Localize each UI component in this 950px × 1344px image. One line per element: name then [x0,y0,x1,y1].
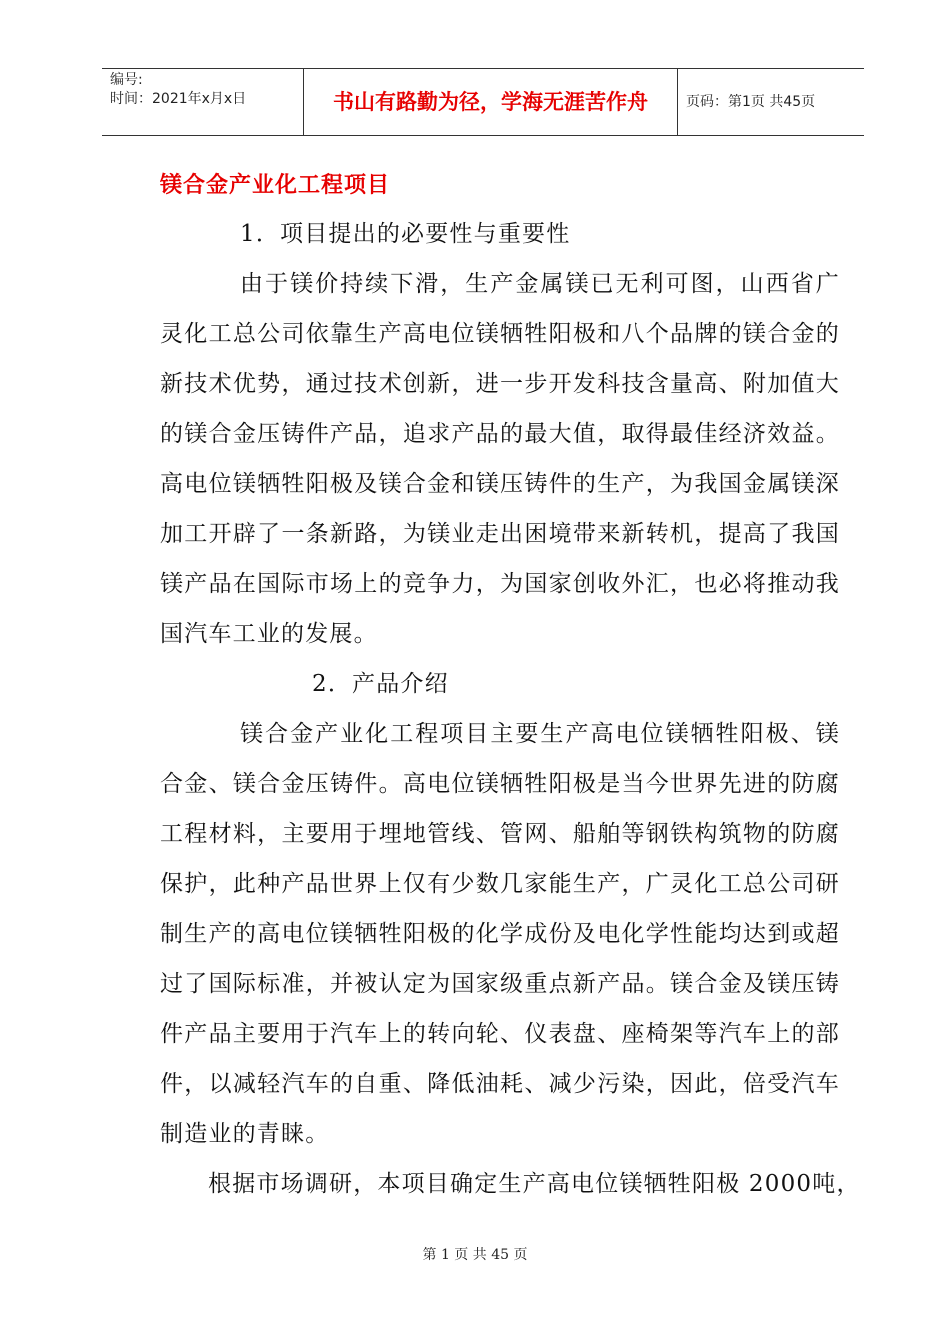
time-label: 时间：2021年x月x日 [110,91,247,107]
paragraph-line: 灵化工总公司依靠生产高电位镁牺牲阳极和八个品牌的镁合金的 [160,321,840,347]
section-heading-1: 1．项目提出的必要性与重要性 [240,221,571,247]
page-footer: 第 1 页 共 45 页 [422,1247,528,1263]
number-label: 编号: [110,72,143,88]
paragraph-line: 保护，此种产品世界上仅有少数几家能生产，广灵化工总公司研 [160,871,840,897]
paragraph-line: 件产品主要用于汽车上的转向轮、仪表盘、座椅架等汽车上的部 [160,1021,840,1047]
section-heading-2: 2．产品介绍 [312,671,449,697]
paragraph-line: 件，以减轻汽车的自重、降低油耗、减少污染，因此，倍受汽车 [160,1071,840,1097]
paragraph-line: 根据市场调研，本项目确定生产高电位镁牺牲阳极 2000吨， [208,1171,861,1197]
document-title: 镁合金产业化工程项目 [160,173,391,198]
header-motto: 书山有路勤为径，学海无涯苦作舟 [304,69,678,135]
page-header [102,68,864,136]
paragraph-line: 国汽车工业的发展。 [160,621,378,647]
header-page-info: 页码：第1页 共45页 [686,94,816,110]
paragraph-line: 镁合金产业化工程项目主要生产高电位镁牺牲阳极、镁 [240,721,840,747]
paragraph-line: 加工开辟了一条新路，为镁业走出困境带来新转机，提高了我国 [160,521,840,547]
paragraph-line: 过了国际标准，并被认定为国家级重点新产品。镁合金及镁压铸 [160,971,840,997]
paragraph-line: 合金、镁合金压铸件。高电位镁牺牲阳极是当今世界先进的防腐 [160,771,840,797]
paragraph-line: 的镁合金压铸件产品，追求产品的最大值，取得最佳经济效益。 [160,421,840,447]
paragraph-line: 工程材料，主要用于埋地管线、管网、船舶等钢铁构筑物的防腐 [160,821,840,847]
paragraph-line: 制生产的高电位镁牺牲阳极的化学成份及电化学性能均达到或超 [160,921,840,947]
paragraph-line: 制造业的青睐。 [160,1121,330,1147]
paragraph-line: 新技术优势，通过技术创新，进一步开发科技含量高、附加值大 [160,371,840,397]
paragraph-line: 由于镁价持续下滑，生产金属镁已无利可图，山西省广 [240,271,840,297]
header-meta-cell [102,69,304,135]
paragraph-line: 镁产品在国际市场上的竞争力，为国家创收外汇，也必将推动我 [160,571,840,597]
paragraph-line: 高电位镁牺牲阳极及镁合金和镁压铸件的生产，为我国金属镁深 [160,471,840,497]
